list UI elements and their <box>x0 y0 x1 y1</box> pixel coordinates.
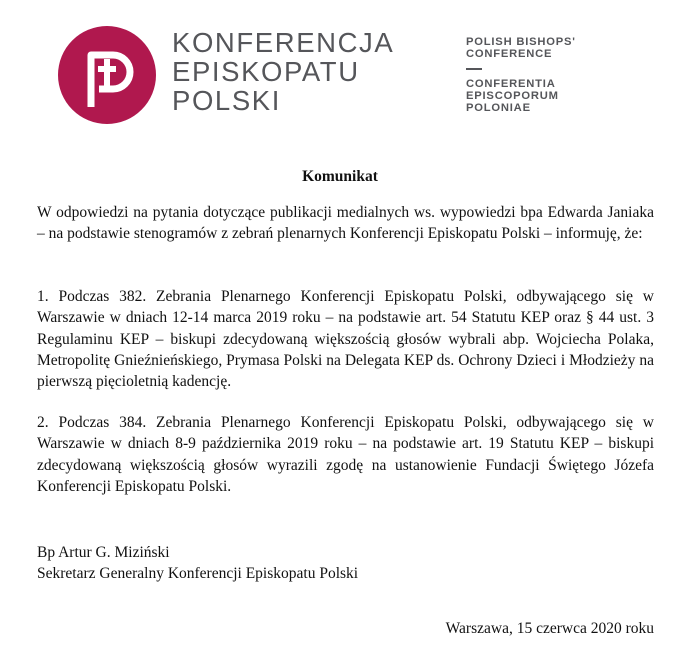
conference-name <box>172 28 437 115</box>
latin-name-line-3: POLONIAE <box>466 102 531 114</box>
signature-name: Bp Artur G. Miziński <box>37 544 170 561</box>
document-date: Warszawa, 15 czerwca 2020 roku <box>445 620 654 637</box>
english-name-line-2: CONFERENCE <box>466 48 553 60</box>
conference-name-line-3: POLSKI <box>172 85 281 116</box>
signature-block <box>37 542 358 585</box>
conference-name-line-1: KONFERENCJA <box>172 27 395 58</box>
latin-name-line-2: EPISCOPORUM <box>466 90 559 102</box>
point-2-paragraph: 2. Podczas 384. Zebrania Plenarnego Konferencji Episkopatu Polski, odbywającego się w Warszawie w dniach 8-9 października 2019 roku – na podstawie art. 19 Statutu KEP – biskupi zdecydowaną większością głosów wyrazili zgodę na ustanowienie Fundacji Świętego Józefa Konferencji Episkopatu Polski. <box>37 414 654 495</box>
signature-title: Sekretarz Generalny Konferencji Episkopatu Polski <box>37 565 359 583</box>
english-name-line-1: POLISH BISHOPS' <box>466 36 576 48</box>
latin-name-line-1: CONFERENTIA <box>466 78 556 90</box>
divider <box>466 68 482 70</box>
letterhead <box>0 0 680 150</box>
conference-logo-icon <box>57 25 157 125</box>
conference-translations <box>466 36 606 114</box>
intro-paragraph: W odpowiedzi na pytania dotyczące publikacji medialnych ws. wypowiedzi bpa Edwarda Janiaka – na podstawie stenogramów z zebrań plenarnych Konferencji Episkopatu Polski – informuję, że: <box>37 204 654 243</box>
point-1-paragraph: 1. Podczas 382. Zebrania Plenarnego Konferencji Episkopatu Polski, odbywającego się w Warszawie w dniach 12-14 marca 2019 roku – na podstawie art. 54 Statutu KEP oraz § 44 ust. 3 Regulaminu KEP – biskupi zdecydowaną większością głosów wybrali abp. Wojciecha Polaka, Metropolitę Gnieźnieńskiego, Prymasa Polski na Delegata KEP ds. Ochrony Dzieci i Młodzieży na pierwszą pięcioletnią kadencję. <box>37 288 654 391</box>
document-title: Komunikat <box>302 168 378 185</box>
conference-name-line-2: EPISKOPATU <box>172 56 360 87</box>
